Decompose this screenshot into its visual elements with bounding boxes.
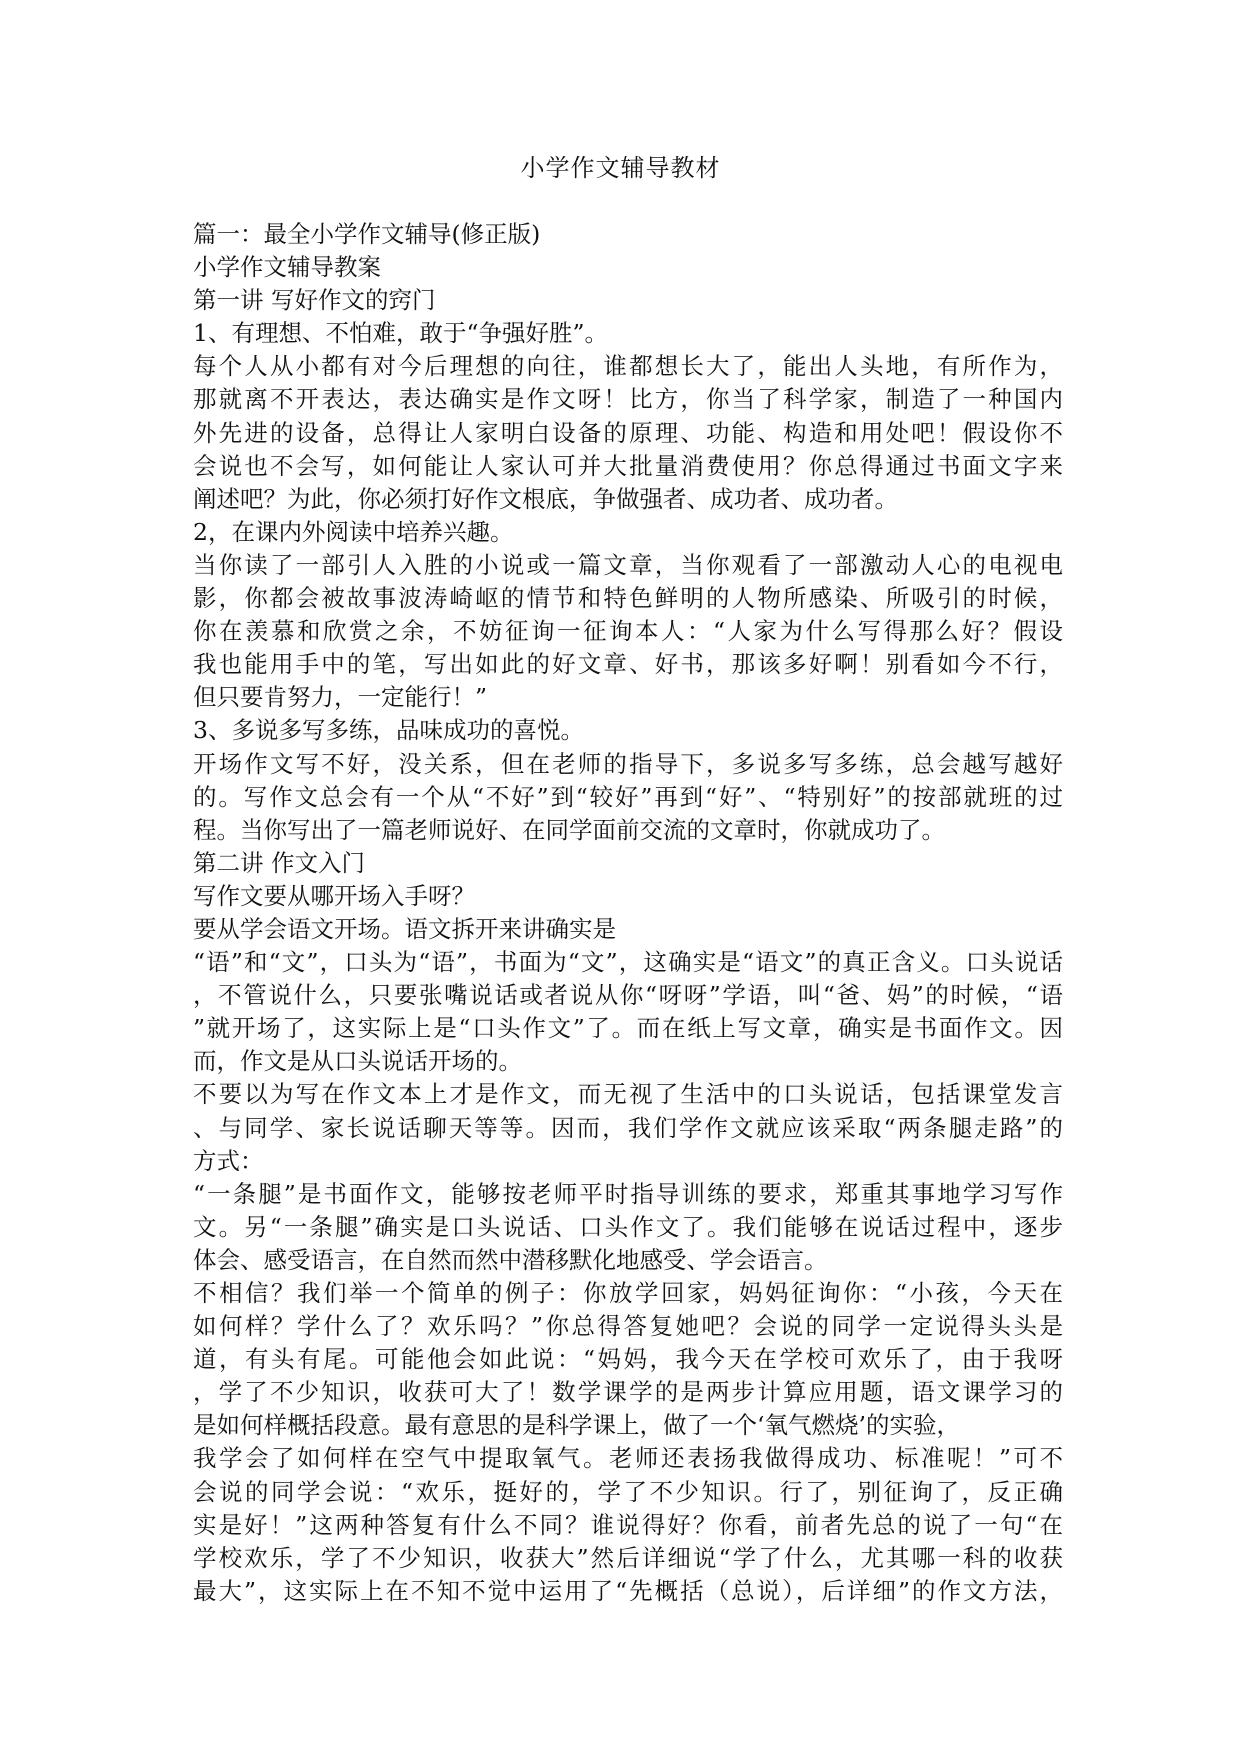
text-line: 实是好！”这两种答复有什么不同？谁说得好？你看，前者先总的说了一句“在	[193, 1510, 1063, 1539]
text-line: 道，有头有尾。可能他会如此说：“妈妈，我今天在学校可欢乐了，由于我呀	[193, 1345, 1063, 1374]
text-line: 文。另“一条腿”确实是口头说话、口头作文了。我们能够在说话过程中，逐步	[193, 1212, 1063, 1241]
text-line: 外先进的设备，总得让人家明白设备的原理、功能、构造和用处吧！假设你不	[193, 418, 1063, 447]
text-line: 但只要肯努力，一定能行！”	[193, 683, 488, 712]
text-line: 我也能用手中的笔，写出如此的好文章、好书，那该多好啊！别看如今不行，	[193, 650, 1063, 679]
text-line: 1、有理想、不怕难，敢于“争强好胜”。	[193, 319, 608, 348]
text-line: 小学作文辅导教案	[193, 253, 381, 282]
text-line: 第二讲 作文入门	[193, 848, 365, 877]
text-line: 学校欢乐，学了不少知识，收获大”然后详细说“学了什么，尤其哪一科的收获	[193, 1543, 1063, 1572]
text-line: 3、多说多写多练，品味成功的喜悦。	[193, 716, 584, 745]
document-body	[193, 218, 1063, 1608]
text-line: 篇一：最全小学作文辅导(修正版)	[193, 220, 541, 248]
text-line: 的。写作文总会有一个从“不好”到“较好”再到“好”、“特别好”的按部就班的过	[193, 782, 1063, 811]
text-line: 每个人从小都有对今后理想的向往，谁都想长大了，能出人头地，有所作为，	[193, 352, 1063, 381]
text-line: ”就开场了，这实际上是“口头作文”了。而在纸上写文章，确实是书面作文。因	[193, 1014, 1063, 1043]
text-line: 要从学会语文开场。语文拆开来讲确实是	[193, 914, 616, 943]
text-line: 阐述吧？为此，你必须打好作文根底，争做强者、成功者、成功者。	[193, 484, 898, 513]
text-line: ，不管说什么，只要张嘴说话或者说从你“呀呀”学语，叫“爸、妈”的时候，“语	[193, 981, 1063, 1010]
text-line: “语”和“文”，口头为“语”，书面为“文”，这确实是“语文”的真正含义。口头说话	[193, 948, 1063, 977]
text-line: 那就离不开表达，表达确实是作文呀！比方，你当了科学家，制造了一种国内	[193, 385, 1063, 414]
text-line: 不相信？我们举一个简单的例子：你放学回家，妈妈征询你：“小孩，今天在	[193, 1279, 1063, 1307]
text-line: ，学了不少知识，收获可大了！数学课学的是两步计算应用题，语文课学习的	[193, 1378, 1063, 1407]
text-line: 影，你都会被故事波涛崎岖的情节和特色鲜明的人物所感染、所吸引的时候，	[193, 584, 1063, 613]
text-line: 不要以为写在作文本上才是作文，而无视了生活中的口头说话，包括课堂发言	[193, 1080, 1063, 1109]
text-line: 最大”，这实际上在不知不觉中运用了“先概括（总说），后详细”的作文方法，	[193, 1576, 1063, 1605]
text-line: 程。当你写出了一篇老师说好、在同学面前交流的文章时，你就成功了。	[193, 815, 945, 844]
text-line: 是如何样概括段意。最有意思的是科学课上，做了一个‘氧气燃烧’的实验，	[193, 1411, 960, 1440]
text-line: 当你读了一部引人入胜的小说或一篇文章，当你观看了一部激动人心的电视电	[193, 550, 1063, 579]
text-line: 你在羡慕和欣赏之余，不妨征询一征询本人：“人家为什么写得那么好？假设	[193, 617, 1063, 646]
document-title: 小学作文辅导教材	[520, 154, 721, 182]
text-line: 而，作文是从口头说话开场的。	[193, 1047, 522, 1076]
text-line: 会说的同学会说：“欢乐，挺好的，学了不少知识。行了，别征询了，反正确	[193, 1477, 1063, 1506]
text-line: 、与同学、家长说话聊天等等。因而，我们学作文就应该采取“两条腿走路”的	[193, 1113, 1063, 1142]
text-line: 2，在课内外阅读中培养兴趣。	[193, 517, 514, 546]
text-line: 写作文要从哪开场入手呀？	[193, 881, 475, 910]
text-line: 我学会了如何样在空气中提取氧气。老师还表扬我做得成功、标准呢！”可不	[193, 1444, 1063, 1473]
text-line: 方式：	[193, 1146, 264, 1175]
text-line: 第一讲 写好作文的窍门	[193, 286, 436, 315]
text-line: “一条腿”是书面作文，能够按老师平时指导训练的要求，郑重其事地学习写作	[193, 1179, 1063, 1208]
text-line: 会说也不会写，如何能让人家认可并大批量消费使用？你总得通过书面文字来	[193, 451, 1063, 480]
text-line: 体会、感受语言，在自然而然中潜移默化地感受、学会语言。	[193, 1245, 828, 1274]
text-line: 如何样？学什么了？欢乐吗？”你总得答复她吧？会说的同学一定说得头头是	[193, 1312, 1063, 1341]
text-line: 开场作文写不好，没关系，但在老师的指导下，多说多写多练，总会越写越好	[193, 749, 1063, 778]
